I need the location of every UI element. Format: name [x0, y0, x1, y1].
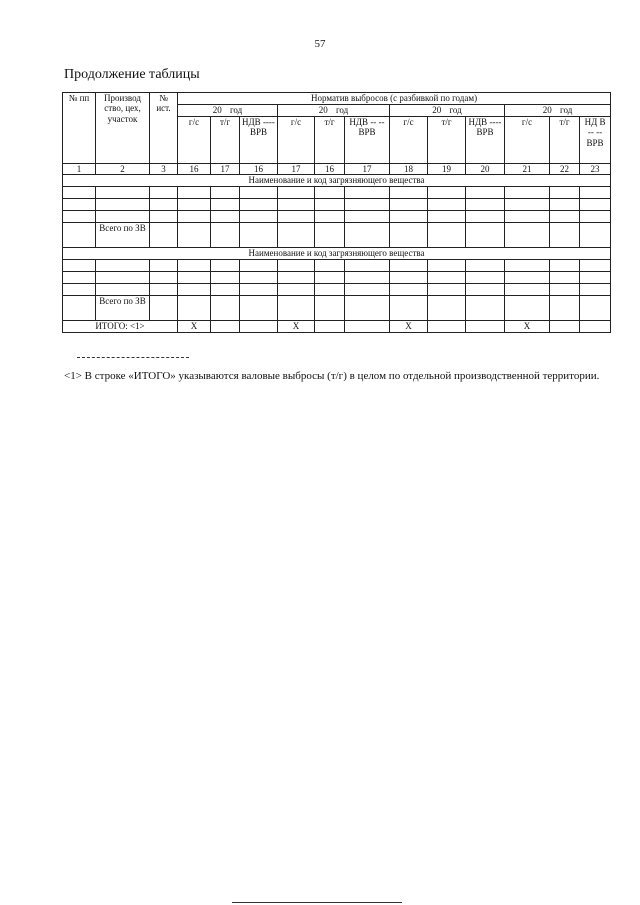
col-number: 21 [505, 164, 550, 175]
page-number: 57 [314, 38, 326, 50]
unit-cell: т/г [315, 117, 345, 164]
header-production: Производ ство, цех, участок [96, 93, 150, 164]
substance-heading-row [63, 175, 611, 187]
header-year-4: 20 год [505, 105, 611, 117]
unit-cell: т/г [428, 117, 466, 164]
table-caption: Продолжение таблицы [64, 67, 200, 82]
total-by-substance-label: Всего по ЗВ [96, 223, 150, 248]
footnote: <1> В строке «ИТОГО» указываются валовые выбросы (т/г) в целом по отдельной производственной территории. [64, 370, 600, 382]
unit-cell: НДВ ---- ВРВ [466, 117, 505, 164]
column-number-row [63, 164, 611, 175]
substance-heading-row [63, 248, 611, 260]
col-number: 17 [345, 164, 390, 175]
col-number: 18 [390, 164, 428, 175]
header-year-1: 20 год [178, 105, 278, 117]
table-row [63, 199, 611, 211]
unit-cell: г/с [505, 117, 550, 164]
grand-total-row [63, 321, 611, 333]
substance-heading: Наименование и код загрязняющего вещества [63, 248, 611, 260]
grand-total-x-mark: X [278, 321, 315, 333]
col-number: 16 [240, 164, 278, 175]
unit-cell: НДВ ---- ВРВ [240, 117, 278, 164]
col-number: 22 [550, 164, 580, 175]
unit-cell: г/с [178, 117, 211, 164]
substance-heading: Наименование и код загрязняющего вещества [63, 175, 611, 187]
bottom-edge-line [232, 902, 402, 903]
header-row-group [63, 93, 611, 105]
header-norm-group: Норматив выбросов (с разбивкой по годам) [178, 93, 611, 105]
emissions-norm-table [62, 92, 611, 333]
grand-total-x-mark: X [505, 321, 550, 333]
footnote-separator [77, 357, 189, 358]
total-by-substance-label: Всего по ЗВ [96, 296, 150, 321]
col-number: 16 [178, 164, 211, 175]
table-row [63, 211, 611, 223]
col-number: 23 [580, 164, 611, 175]
unit-cell: г/с [278, 117, 315, 164]
grand-total-label: ИТОГО: <1> [63, 321, 178, 333]
col-number: 3 [150, 164, 178, 175]
table-row [63, 187, 611, 199]
header-year-2: 20 год [278, 105, 390, 117]
col-number: 19 [428, 164, 466, 175]
header-year-3: 20 год [390, 105, 505, 117]
grand-total-x-mark: X [178, 321, 211, 333]
unit-cell: г/с [390, 117, 428, 164]
unit-cell: т/г [211, 117, 240, 164]
total-by-substance-row [63, 296, 611, 321]
col-number: 2 [96, 164, 150, 175]
unit-cell: НДВ -- -- ВРВ [345, 117, 390, 164]
col-number: 17 [278, 164, 315, 175]
col-number: 20 [466, 164, 505, 175]
col-number: 16 [315, 164, 345, 175]
table-row [63, 284, 611, 296]
grand-total-x-mark: X [390, 321, 428, 333]
header-pp: № пп [63, 93, 96, 164]
table-row [63, 272, 611, 284]
col-number: 1 [63, 164, 96, 175]
unit-cell: т/г [550, 117, 580, 164]
header-source-number: № ист. [150, 93, 178, 164]
col-number: 17 [211, 164, 240, 175]
total-by-substance-row [63, 223, 611, 248]
unit-cell: НД В -- -- ВРВ [580, 117, 611, 164]
table-row [63, 260, 611, 272]
